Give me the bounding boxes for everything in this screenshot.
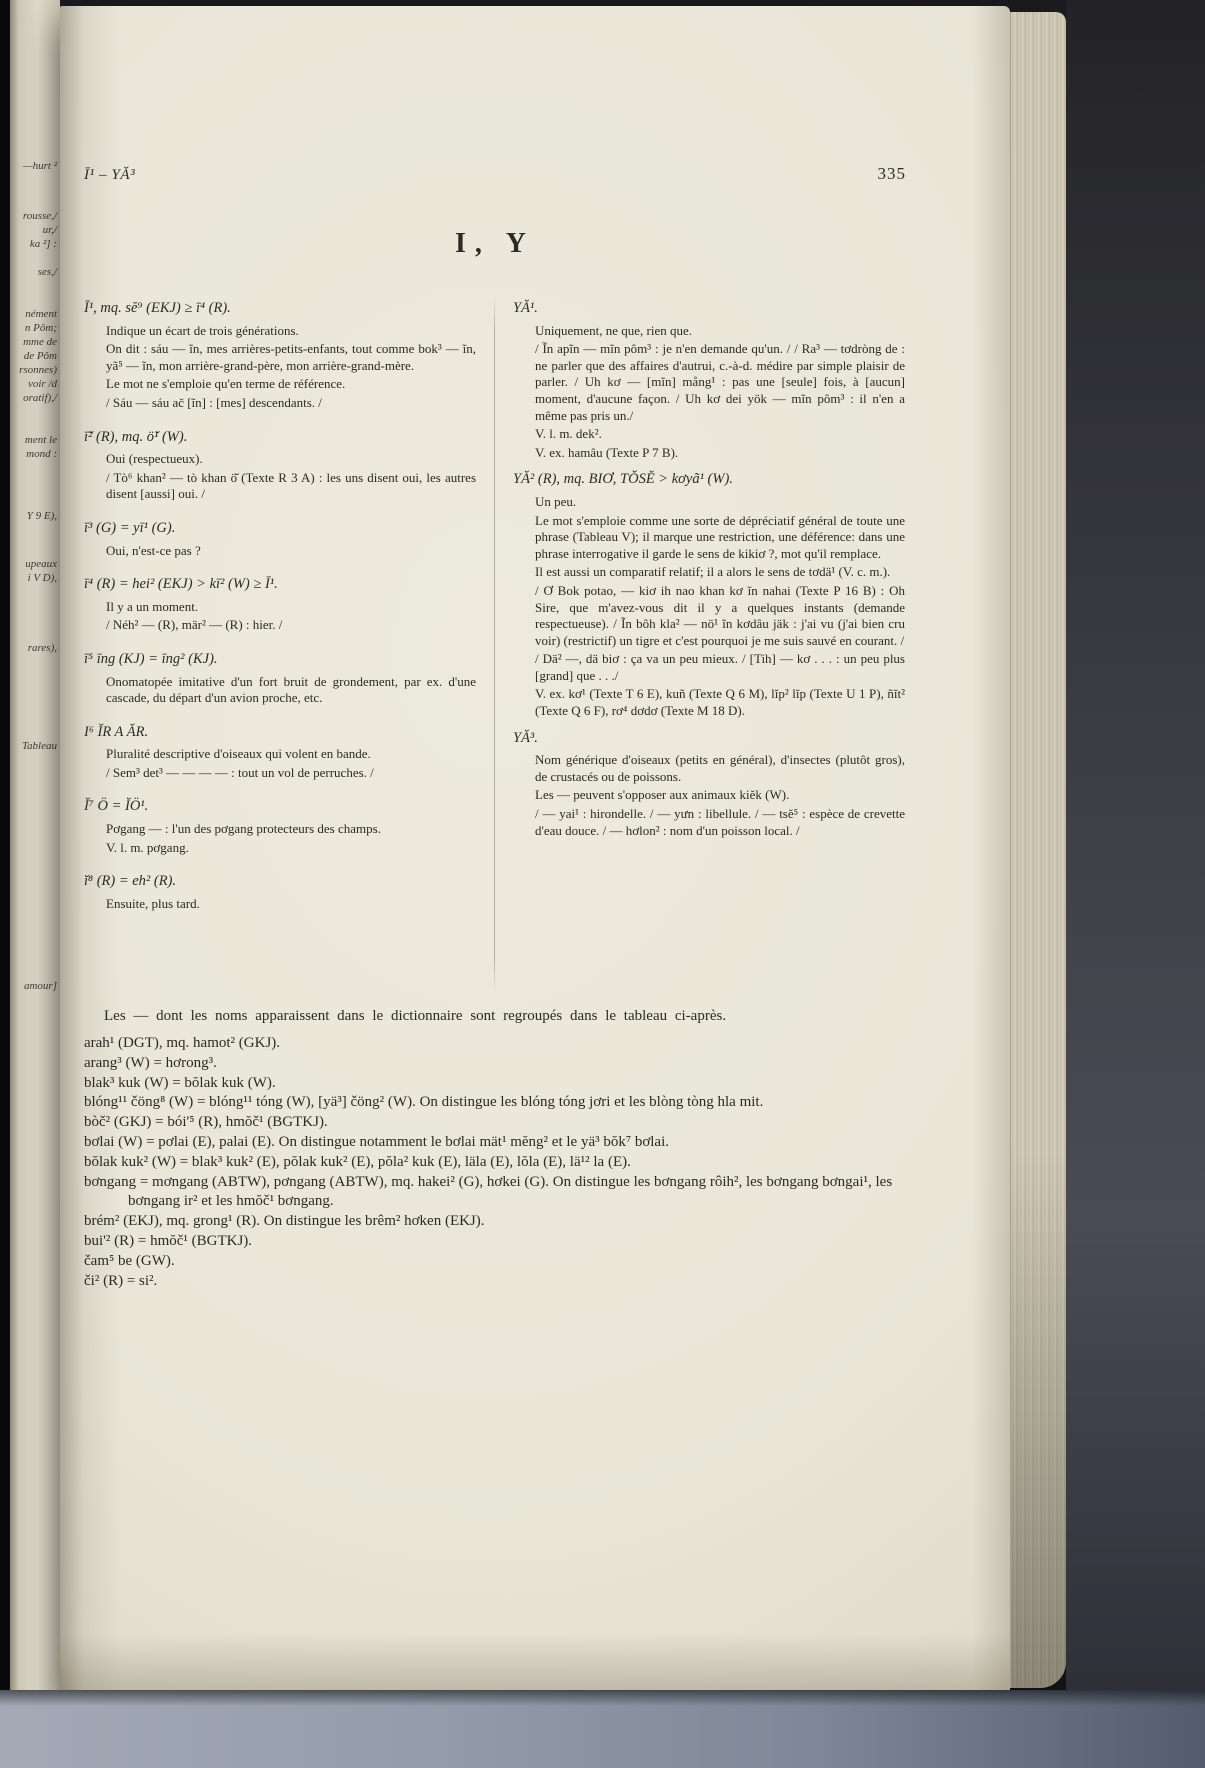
dictionary-entry — [84, 724, 476, 782]
adjacent-page-text-fragment: oratif),/ — [23, 392, 57, 404]
entry-paragraph: / Sáu — sáu ač [ĩn] : [mes] descendants. / — [106, 394, 322, 410]
dictionary-entry — [84, 798, 476, 856]
table-rows — [84, 1034, 906, 1291]
entry-paragraph: V. ex. kơ¹ (Texte T 6 E), kuñ (Texte Q 6 M), lĭp² lĭp (Texte U 1 P), ñĭt² (Texte Q 6 F), rơ⁴ dơdơ (Texte M 18 D). — [535, 686, 905, 719]
entry-paragraph: Nom générique d'oiseaux (petits en général), d'insectes (plutôt gros), de crustacés ou de poissons. — [535, 752, 905, 784]
entry-paragraph: / Dä² —, dä biơ : ça va un peu mieux. / [Tih] — kơ . . . : un peu plus [grand] que . . ./ — [535, 651, 905, 683]
adjacent-page-text-fragment: rares), — [27, 642, 57, 654]
entry-paragraph: / — yai¹ : hirondelle. / — yưn : libellule. / — tsĕ⁵ : espèce de crevette d'eau douce. / — hơlon² : nom d'un poisson local. / — [535, 806, 905, 838]
adjacent-page-text-fragment: upeaux — [25, 558, 57, 570]
entry-paragraph: / Tò⁶ khan² — tò khan ö̆ (Texte R 3 A) : les uns disent oui, les autres disent [aussi] oui. / — [106, 469, 476, 502]
adjacent-page-text-fragment: nément — [25, 308, 57, 320]
entry-paragraph: Oui, n'est-ce pas ? — [106, 542, 201, 558]
right-column — [513, 292, 905, 992]
backdrop-right-edge — [1066, 0, 1205, 1695]
entry-paragraph: / Ĩn apĩn — mĩn pôm³ : je n'en demande qu'un. / / Ra³ — tơdròng de : ne parler que des affaires d'autrui, c.-à-d. médire par simple plaisir de parler. / Uh kơ — [mĩn] mång¹ : pas une [seule] fois, à [aucun] moment, d'aucune façon. / Uh kơ dei yök — mĩn pôm³ : il n'en a même pas pris un./ — [535, 341, 905, 423]
entry-paragraph: Un peu. — [535, 493, 577, 509]
adjacent-page-text-fragment: n Pôm; — [24, 322, 57, 334]
table-row: arang³ (W) = hơrong³. — [84, 1054, 217, 1071]
entry-paragraph: / Néh² — (R), mär² — (R) : hier. / — [106, 617, 283, 633]
cross-reference-table-section — [84, 1008, 906, 1291]
entry-headword: ī⁴ (R) = hei² (EKJ) > kī² (W) ≥ Ī¹. — [84, 576, 278, 593]
table-row: blóng¹¹ čöng⁸ (W) = blóng¹¹ tóng (W), [yä³] čöng² (W). On distingue les blóng tóng jơri et les blòng tòng hla mit. — [84, 1094, 764, 1111]
dictionary-entry — [84, 429, 476, 503]
entry-headword: ī⁵ īng (KJ) = īng² (KJ). — [84, 650, 218, 667]
table-row: blak³ kuk (W) = bŏlak kuk (W). — [84, 1074, 276, 1091]
dictionary-entry — [84, 300, 476, 412]
adjacent-page-text-fragment: rousse,/ — [22, 210, 57, 222]
entry-paragraph: Pơgang — : l'un des pơgang protecteurs des champs. — [106, 821, 381, 837]
adjacent-page-text-fragment: ses,/ — [37, 266, 57, 278]
table-row: bơlai (W) = pơlai (E), palai (E). On distingue notamment le bơlai mät¹ mĕng² et le yä³ bŏk⁷ bơlai. — [84, 1133, 669, 1150]
entry-headword: Ĭ⁷ Ö = ĬÖ¹. — [84, 798, 149, 815]
entry-headword: Ī¹, mq. sĕ⁹ (EKJ) ≥ ī⁴ (R). — [84, 300, 231, 316]
entry-paragraph: Il y a un moment. — [106, 598, 199, 614]
page-header — [84, 164, 906, 184]
table-row: bŏlak kuk² (W) = blak³ kuk² (E), pŏlak kuk² (E), pŏla² kuk (E), läla (E), lŏla (E), lä¹² la (E). — [84, 1153, 631, 1170]
adjacent-page-text-fragment: mme de — [23, 336, 57, 348]
dictionary-entry — [84, 651, 476, 707]
table-intro: Les — dont les noms apparaissent dans le dictionnaire sont regroupés dans le tableau ci-après. — [104, 1008, 727, 1024]
entry-headword: ī³ (G) = yī¹ (G). — [84, 519, 176, 536]
entry-paragraph: Onomatopée imitative d'un fort bruit de grondement, par ex. d'une cascade, du départ d'un avion proche, etc. — [106, 673, 476, 706]
entry-paragraph: Ensuite, plus tard. — [106, 895, 200, 911]
page-edge-stack — [1010, 12, 1066, 1688]
entry-paragraph: Le mot ne s'emploie qu'en terme de référence. — [106, 376, 346, 392]
entry-paragraph: Oui (respectueux). — [106, 451, 203, 467]
table-row: arah¹ (DGT), mq. hamot² (GKJ). — [84, 1035, 281, 1051]
adjacent-page — [10, 0, 60, 1692]
column-divider — [494, 296, 495, 992]
entry-paragraph: Indique un écart de trois générations. — [106, 322, 299, 338]
entry-paragraph: / Ơ Bok potao, — kiơ ih nao khan kơ ĩn nahai (Texte P 16 B) : Oh Sire, que m'avez-vous dit il y a quelques instants (demande respectueuse). / Ĩn bôh kla² — nö¹ ĩn kơdâu jäk : j'ai vu (j'ai bien cru voir) (restrictif) un tigre et c'est pourquoi je me suis sauvé en courant. / — [535, 582, 905, 648]
entry-paragraph: Il est aussi un comparatif relatif; il a alors le sens de tơdä¹ (V. c. m.). — [535, 564, 891, 580]
dictionary-entry — [513, 300, 905, 461]
adjacent-page-text-fragment: —hurt ² — [22, 160, 57, 172]
entry-paragraph: V. ex. hamâu (Texte P 7 B). — [535, 444, 679, 460]
page-number: 335 — [877, 164, 906, 183]
table-row: bui'² (R) = hmŏč¹ (BGTKJ). — [84, 1232, 253, 1249]
table-row: či² (R) = si². — [84, 1272, 158, 1289]
entry-paragraph: On dit : sáu — ĩn, mes arrières-petits-enfants, tout comme bok³ — ĩn, yã⁵ — ĩn, mon arrière-grand-père, mon arrière-grand-mère. — [106, 341, 476, 373]
dictionary-entry — [513, 730, 905, 840]
entry-paragraph: Les — peuvent s'opposer aux animaux kiĕk (W). — [535, 787, 790, 803]
dictionary-columns — [84, 292, 906, 992]
page-content — [84, 164, 906, 1291]
table-row: bòč² (GKJ) = bói'⁵ (R), hmŏč¹ (BGTKJ). — [84, 1114, 328, 1131]
entry-paragraph: V. l. m. pơgang. — [106, 839, 189, 855]
dictionary-entry — [84, 873, 476, 912]
entry-paragraph: Uniquement, ne que, rien que. — [535, 322, 693, 338]
adjacent-page-text-fragment: i V D), — [27, 572, 57, 584]
adjacent-page-text-fragment: ka ²] : — [29, 238, 57, 250]
desk-surface — [0, 1690, 1205, 1768]
entry-headword: I⁶ ĬR A ĂR. — [84, 723, 149, 740]
entry-headword: ĭ⁸ (R) = eh² (R). — [84, 873, 177, 890]
adjacent-page-text-fragment: de Pôm — [23, 350, 57, 362]
entry-headword: YĂ¹. — [513, 300, 538, 316]
adjacent-page-text-fragment: mond : — [26, 448, 57, 460]
dictionary-entry — [84, 520, 476, 559]
dictionary-entry — [513, 471, 905, 719]
adjacent-page-text-fragment: ur,/ — [42, 224, 57, 236]
entry-headword: YĂ² (R), mq. BIƠ, TŎSĔ > kơyã¹ (W). — [513, 471, 733, 488]
book-page — [60, 6, 1010, 1692]
table-row: brém² (EKJ), mq. grong¹ (R). On distingue les brêm² hơken (EKJ). — [84, 1213, 485, 1230]
entry-headword: ī̆² (R), mq. ö̆¹ (W). — [84, 428, 188, 445]
adjacent-page-text-fragment: Y 9 E), — [26, 510, 57, 522]
left-column — [84, 292, 476, 992]
adjacent-page-text-fragment: rsonnes) — [19, 364, 57, 376]
entry-paragraph: Pluralité descriptive d'oiseaux qui volent en bande. — [106, 746, 371, 762]
entry-paragraph: / Sem³ det³ — — — — : tout un vol de perruches. / — [106, 764, 374, 780]
entry-paragraph: Le mot s'emploie comme une sorte de dépréciatif général de toute une phrase (Tableau V); il marque une restriction, une déférence: dans une phrase interrogative il garde le sens de kikiơ ?, mot qu'il remplace. — [535, 512, 905, 561]
dictionary-entry — [84, 576, 476, 634]
adjacent-page-text-fragment: voir /d — [27, 378, 57, 390]
adjacent-page-text-fragment: amour] — [23, 980, 57, 992]
table-row: čam⁵ be (GW). — [84, 1252, 175, 1269]
entry-paragraph: V. l. m. dek². — [535, 426, 602, 442]
running-head: Ī¹ – YĂ³ — [84, 167, 136, 183]
section-title: I, Y — [454, 228, 536, 259]
adjacent-page-text-fragment: ment le — [24, 434, 57, 446]
table-row: bơngang = mơngang (ABTW), pơngang (ABTW), mq. hakei² (G), hơkei (G). On distingue les bơngang rôih², les bơngang bơngai¹, les bơngang ir² et les hmŏč¹ bơngang. — [84, 1173, 893, 1210]
entry-headword: YĂ³. — [513, 729, 538, 746]
adjacent-page-text-fragment: Tableau — [21, 740, 57, 752]
